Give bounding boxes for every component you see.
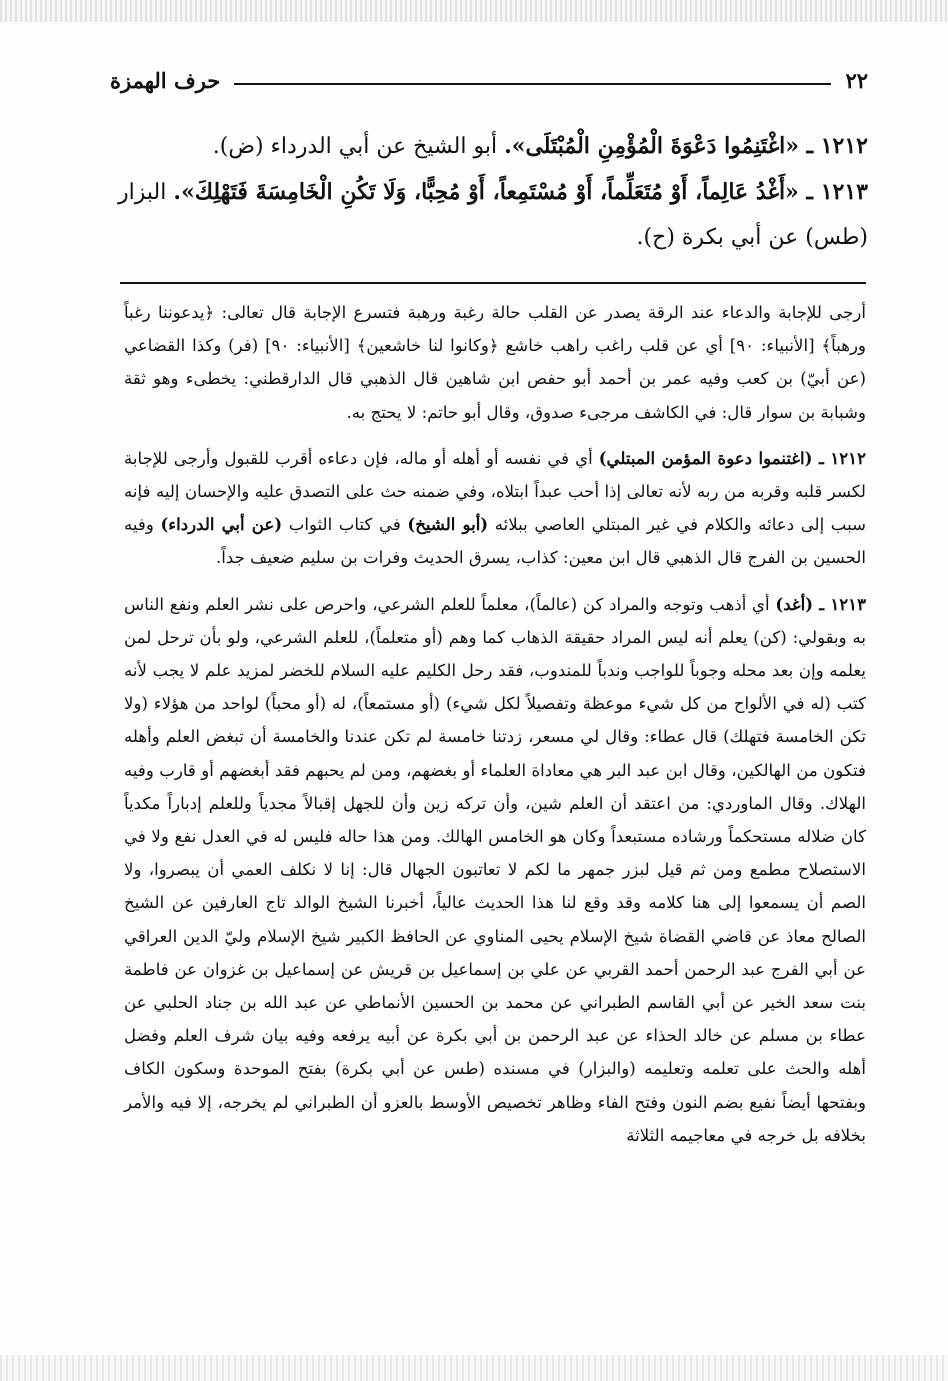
paragraph-text: في كتاب الثواب [282,515,408,535]
paragraph-lead: ١٢١٢ ـ (اغتنموا دعوة المؤمن المبتلي) [598,447,866,468]
hadith-source: أبو الشيخ عن أبي الدرداء (ض). [212,134,505,159]
scan-edge-top [0,0,948,22]
section-title: حرف الهمزة [110,67,221,93]
commentary-paragraph-1213 [124,588,866,1152]
header-rule [234,83,831,85]
paragraph-lead: ١٢١٣ ـ (أغد) [775,593,866,614]
paragraph-text: وفيه الحسين بن الفرج قال الذهبي قال ابن معين: كذاب، يسرق الحديث وفرات بن سليم ضعيف جداً. [124,515,866,568]
hadith-1213 [118,170,868,260]
commentary [124,296,866,1152]
running-header [110,60,868,100]
footnote-divider [120,282,866,284]
hadith-text: ١٢١٣ ـ «أَغْدُ عَالِماً، أَوْ مُتَعَلِّماً، أَوْ مُسْتَمِعاً، أَوْ مُحِبًّا، وَلَا تَكُنِ الْخَامِسَةَ فَتَهْلِكَ». [173,179,868,205]
commentary-paragraph: أرجى للإجابة والدعاء عند الرقة يصدر عن القلب حالة رغبة ورهبة فتسرع الإجابة قال تعالى: ﴿يدعوننا رغباً ورهباً﴾ [الأنبياء: ٩٠] أي عن قلب راغب راهب خاشع ﴿وكانوا لنا خاشعين﴾ [الأنبياء: ٩٠] (فر) وكذا القضاعي (عن أبيّ) بن كعب وفيه عمر بن أحمد أبو حفص ابن شاهين قال الذهبي قال الدارقطني: يخطىء وهو ثقة وشبابة بن سوار قال: في الكاشف مرجىء صدوق، وقال أبو حاتم: لا يحتج به. [124,303,866,422]
paragraph-text: أي أذهب وتوجه والمراد كن (عالماً)، معلماً للعلم الشرعي، واحرص على نشر العلم ونفع الناس به وبقولي: (كن) يعلم أنه ليس المراد حقيقة الذهاب كما وهم (أو متعلماً)، للعلم الشرعي، ولو بأن ترحل لمن يعلمه وإن بعد محله وجوباً للواجب وندباً للمندوب، فقد رحل الكليم عليه السلام للخضر لمزيد علم لا يجب لأنه كتب (له في الألواح من كل شيء موعظة وتفصيلاً لكل شيء) (أو مستمعاً)، له (أو محباً) لواحد من هؤلاء (ولا تكن الخامسة فتهلك) قال عطاء: وقال لي مسعر، زدتنا خامسة لم تكن عندنا والخامسة أن تبغض العلم وأهله فتكون من الهالكين، وقال ابن عبد البر هي معاداة العلماء أو بغضهم، ومن لم يحبهم فقد أبغضهم أو قارب وفيه الهلاك. وقال الماوردي: من اعتقد أن العلم شين، وأن تركه زين وأن للجهل إقبالاً مجدياً وللعلم إدباراً مكدياً كان ضلاله مستحكماً ورشاده مستبعداً وكان هو الخامس الهالك. ومن هذا حاله فليس له في العدل نفع ولا في الاستصلاح مطمع ومن ثم قيل لبزر جمهر ما لكم لا تعاتبون الجهال قال: إنا لا نكلف العمي أن يبصروا، ولا الصم أن يسمعوا إلى هنا كلامه وقد وقع لنا هذا الحديث عالياً، أخبرنا الشيخ الوالد تاج العارفين عن الشيخ الصالح معاذ عن قاضي القضاة شيخ الإسلام يحيى المناوي عن الحافظ الكبير شيخ الإسلام وليّ الدين العراقي عن أبي الفرج عبد الرحمن أحمد القربي عن علي بن إسماعيل بن قريش عن إسماعيل بن غزوان عن فاطمة بنت سعد الخير عن أبي القاسم الطبراني عن محمد بن الحسين الأنماطي عن عبد الله بن جناد الحلبي عن عطاء بن مسلم عن خالد الحذاء عن عبد الرحمن بن أبي بكرة عن أبيه يرفعه وفيه بيان شرف العلم وفضل أهله والحث على تعلمه وتعليمه (والبزار) في مسنده (طس عن أبي بكرة) بفتح الموحدة وسكون الكاف وبفتحها أيضاً نفيع بضم النون وفتح الفاء وظاهر تخصيص الأوسط بالعزو أن الطبراني لم يخرجه، إلا فيه والأمر بخلافه بل خرجه في معاجيمه الثلاثة [124,594,866,1145]
hadith-text: ١٢١٢ ـ «اغْتَنِمُوا دَعْوَةَ الْمُؤْمِنِ الْمُبْتَلَى». [504,133,868,159]
hadith-source: البزار (طس) عن أبي بكرة (ح). [118,180,868,250]
paragraph-text: أي في نفسه أو أهله أو ماله، فإن دعاءه أقرب للقبول وأرجى للإجابة لكسر قلبه وقربه من ربه لأنه تعالى إذا أحب عبداً ابتلاه، وفي ضمنه حث على التصدق عليه والإحسان إليه فإنه سبب إلى دعائه والكلام في غير المبتلي العاصي ببلائه [124,448,866,535]
scan-edge-bottom [0,1355,948,1381]
paragraph-emphasis: (عن أبي الدرداء) [160,514,283,535]
hadith-1212 [118,124,868,169]
page-number: ٢٢ [845,67,868,93]
paragraph-emphasis: (أبو الشيخ) [407,514,489,535]
commentary-paragraph-1212 [124,442,866,575]
